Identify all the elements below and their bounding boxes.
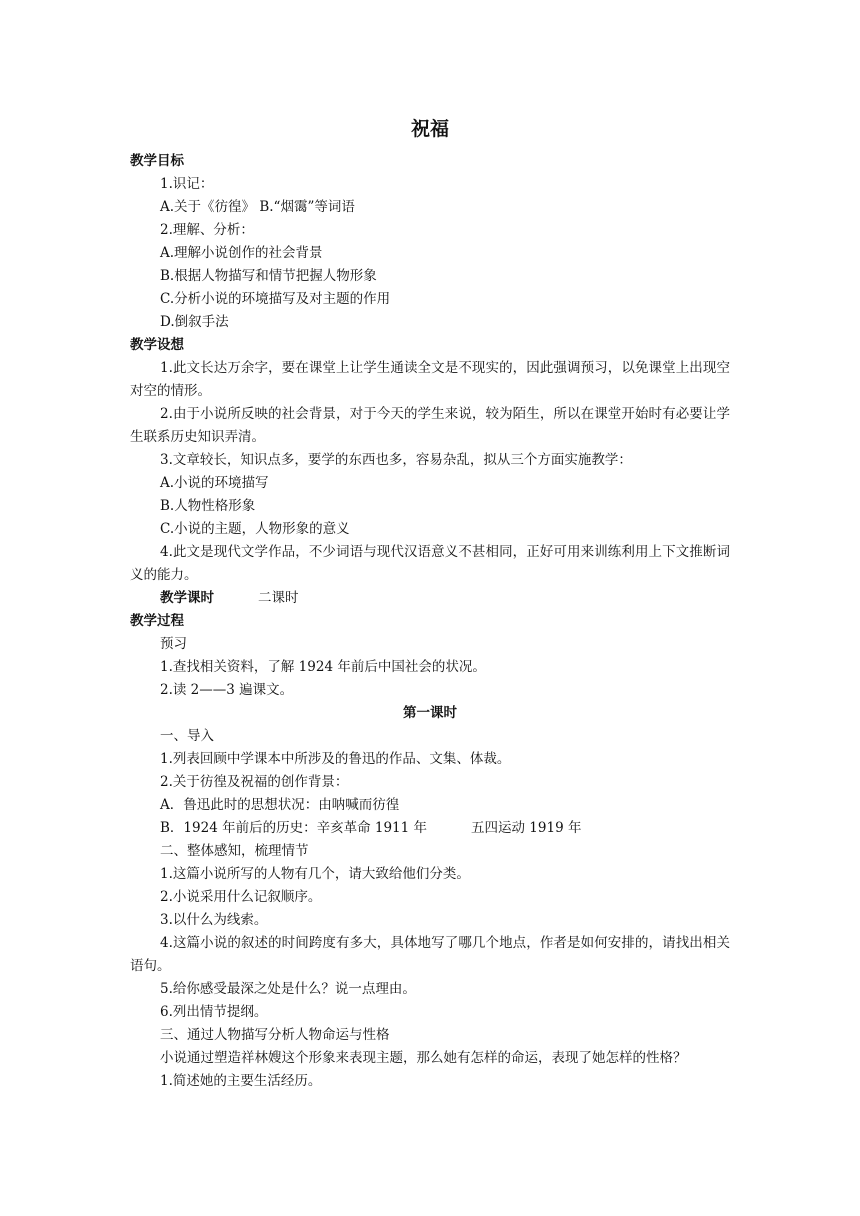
lesson1-item: 一、导入 [160, 728, 214, 744]
lesson1-item: 2.小说采用什么记叙顺序。 [160, 889, 322, 905]
design-sub-item: B.人物性格形象 [160, 498, 256, 514]
hours-heading: 教学课时 [160, 590, 214, 606]
lesson1-item: 1.列表回顾中学课本中所涉及的鲁迅的作品、文集、体裁。 [160, 751, 511, 767]
lesson1-item: 2.关于彷徨及祝福的创作背景： [160, 774, 349, 790]
goal-item: C.分析小说的环境描写及对主题的作用 [160, 291, 391, 307]
design-paragraph: 1.此文长达万余字，要在课堂上让学生通读全文是不现实的，因此强调预习，以免课堂上出现空对空的情形。 [130, 360, 730, 399]
preview-item: 2.读 2——3 遍课文。 [160, 682, 294, 698]
document-title: 祝福 [410, 118, 449, 140]
lesson1-item: 3.以什么为线索。 [160, 912, 268, 928]
design-sub-item: C.小说的主题，人物形象的意义 [160, 521, 350, 537]
goal-item: 1.识记： [160, 176, 214, 192]
goal-item: A.关于《彷徨》 B.“烟霭”等词语 [160, 199, 355, 215]
lesson1-item: 二、整体感知，梳理情节 [160, 843, 309, 859]
lesson1-item: 1.简述她的主要生活经历。 [160, 1073, 322, 1089]
goal-item: A.理解小说创作的社会背景 [160, 245, 323, 261]
goals-heading: 教学目标 [130, 153, 184, 169]
hours-value: 二课时 [258, 590, 299, 606]
design-heading: 教学设想 [130, 337, 184, 353]
lesson1-paragraph: 4.这篇小说的叙述的时间跨度有多大，具体地写了哪几个地点，作者是如何安排的，请找出相关语句。 [130, 935, 730, 974]
preview-item: 1.查找相关资料，了解 1924 年前后中国社会的状况。 [160, 659, 486, 675]
lesson1-item: A．鲁迅此时的思想状况：由呐喊而彷徨 [160, 797, 400, 813]
design-sub-item: A.小说的环境描写 [160, 475, 269, 491]
goal-item: 2.理解、分析： [160, 222, 254, 238]
preview-item: 预习 [160, 636, 187, 652]
process-heading: 教学过程 [130, 613, 184, 629]
history-xinhai: B．1924 年前后的历史：辛亥革命 1911 年 [160, 820, 428, 836]
history-may-fourth: 五四运动 1919 年 [471, 820, 582, 836]
goal-item: D.倒叙手法 [160, 314, 229, 330]
design-paragraph: 2.由于小说所反映的社会背景，对于今天的学生来说，较为陌生，所以在课堂开始时有必要让学生联系历史知识弄清。 [130, 406, 730, 445]
lesson1-item: 6.列出情节提纲。 [160, 1004, 268, 1020]
hours-row [130, 587, 730, 610]
lesson1-item: 5.给你感受最深之处是什么？说一点理由。 [160, 981, 416, 997]
design-paragraph: 4.此文是现代文学作品，不少词语与现代汉语意义不甚相同，正好可用来训练利用上下文推断词义的能力。 [130, 544, 730, 583]
lesson1-item: 三、通过人物描写分析人物命运与性格 [160, 1027, 390, 1043]
document-body [130, 150, 730, 1093]
history-row [130, 817, 730, 840]
goal-item: B.根据人物描写和情节把握人物形象 [160, 268, 377, 284]
lesson1-item: 1.这篇小说所写的人物有几个，请大致给他们分类。 [160, 866, 470, 882]
intro-paragraph: 小说通过塑造祥林嫂这个形象来表现主题，那么她有怎样的命运，表现了她怎样的性格？ [160, 1050, 687, 1066]
design-paragraph: 3.文章较长，知识点多，要学的东西也多，容易杂乱，拟从三个方面实施教学： [160, 452, 632, 468]
lesson1-heading: 第一课时 [403, 705, 457, 721]
